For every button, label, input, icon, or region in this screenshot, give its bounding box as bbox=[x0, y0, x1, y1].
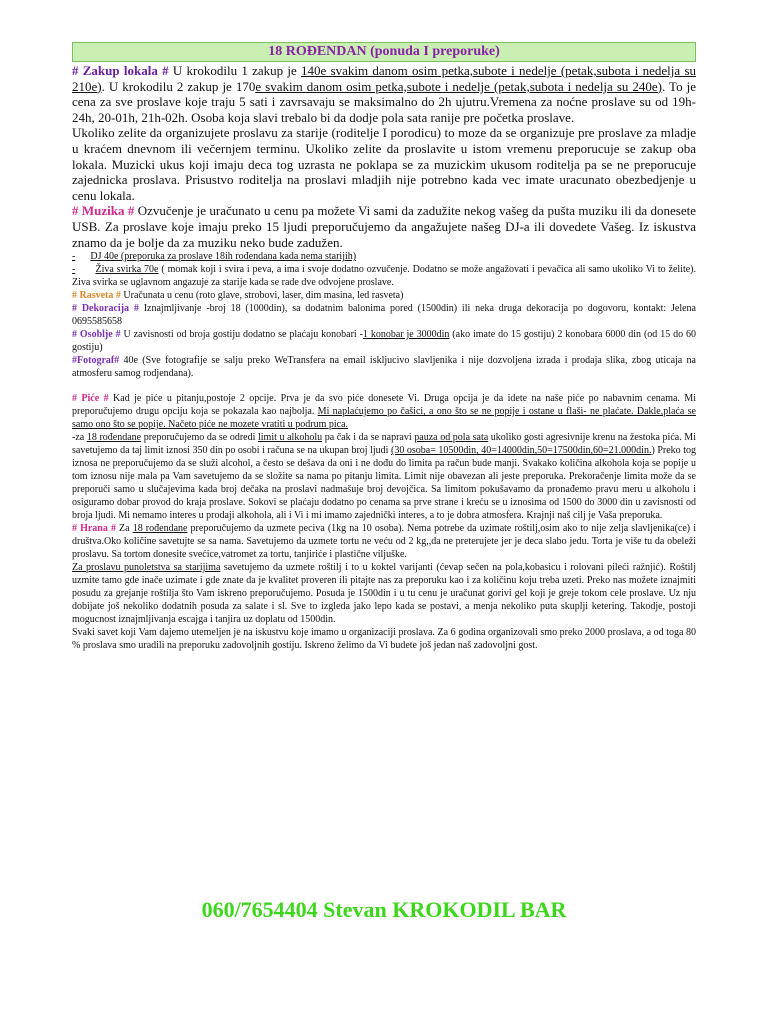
rasveta-text: Uračunata u cenu (roto glave, strobovi, laser, dim masina, led rasveta) bbox=[120, 290, 404, 302]
svirka-text: ( momak koji i svira i peva, a ima i svoje dodatno ozvučenje. Dodatno se može angažovati i pevačica ali samo ukoliko Vi to želite). Ziva svirka se uglavnom angazuje za starije kada se rade dve odvojene proslave. bbox=[72, 264, 697, 289]
limit-text-4: ukoliko gosti agresivnije krenu na žestoka pića. Mi savetujemo da taj limit iznosi 350 din po osobi i računa se na ukupan broj ljudi bbox=[72, 432, 696, 457]
contact-footer: 060/7654404 Stevan KROKODIL BAR bbox=[201, 897, 567, 922]
dj-dash: - bbox=[72, 251, 76, 263]
spacer bbox=[72, 380, 696, 392]
zakup-text-1: U krokodilu 1 zakup je bbox=[168, 63, 302, 78]
document-title: 18 ROĐENDAN (ponuda I preporuke) bbox=[72, 42, 696, 62]
hrana-tag: # Hrana # bbox=[72, 523, 116, 535]
dj-text: DJ 40e (preporuka za proslave 18ih rođendana kada nema starijih) bbox=[90, 251, 357, 263]
limit-text-5: ) Preko tog iznosa ne preporučujemo da se služi alcohol, a često se dešava da oni i ne dođu do limita pa račun bude manji. Svakako količina alkohola koja se popije u tom iznosu nije mala pa Vam savetujemo da se složite sa nama po pitanju limita. Limit nije obavezan ali jeste preporuka. Prekoračenje limita može da se preporuči samo u slučajevima kada broj dečaka na proslavi nadmašuje broj devojčica. Sa limitom pokušavamo da pronađemo pravu meru u alkoholu i osiguramo dobar provod do kraja proslave. Sokovi se plaćaju dodatno po cenama sa prve strane i kreću se u iznosima od 1500 do 3000 din u zavisnosti od broja ljudi. Mi nemamo interes u prodaji alkohola, ali i Vi i mi imamo zajednički interes, a to je dobra atmosfera. Krajnji naš cilj je Vaša preporuka. bbox=[72, 445, 696, 522]
dj-line bbox=[72, 250, 696, 263]
rasveta-line bbox=[72, 289, 696, 302]
savet-paragraph: Svaki savet koji Vam dajemo utemeljen je na iskustvu koje imamo u organizaciji proslava. Za 6 godina organizovali smo preko 2000 proslava, a od toga 80 % proslava smo uradili na preporuku zadovoljnih gostiju. Iskreno želimo da Vi budete još jedan naš zadovoljni gost. bbox=[72, 627, 696, 652]
dekoracija-paragraph bbox=[72, 302, 696, 328]
punoletstvo-paragraph bbox=[72, 561, 696, 626]
osoblje-paragraph bbox=[72, 328, 696, 354]
dekoracija-text: Iznajmljivanje -broj 18 (1000din), sa dodatnim balonima pored (1500din) ili neka druga dekoracija po dogovoru, kontakt: Jelena 0695585658 bbox=[72, 303, 696, 328]
hrana-text-1: Za bbox=[115, 523, 133, 535]
zakup-text-2: . U krokodilu 2 zakup je 170 bbox=[101, 78, 256, 94]
limit-u-1: 18 rođendane bbox=[86, 432, 142, 444]
zakup-tag: # Zakup lokala # bbox=[72, 63, 169, 78]
fotograf-paragraph bbox=[72, 354, 696, 380]
osoblje-text-1: U zavisnosti od broja gostiju dodatno se plaćaju konobari - bbox=[120, 329, 363, 341]
limit-paragraph bbox=[72, 431, 696, 522]
zakup-paragraph bbox=[72, 63, 696, 125]
osoblje-text-2: (ako imate do 15 gostiju) 2 konobara 6000 din (od 15 do 60 gostiju) bbox=[72, 329, 697, 354]
zakup-price-1: 140e svakim danom osim petka,subote i nedelje (petak,subota i nedelja su 210e) bbox=[72, 63, 696, 94]
pice-text-1: Kad je piće u pitanju,postoje 2 opcije. Prva je da svo piće donesete Vi. Druga opcija je da idete na naše piće po nabavnim cenama. Mi preporučujemo drugu opciju koja se pokazala kao najbolja. bbox=[72, 393, 697, 418]
limit-text-3: pa čak i da se napravi bbox=[322, 432, 415, 444]
hrana-text-2: preporučujemo da uzmete peciva (1kg na 10 osoba). Nema potrebe da uzimate roštilj,osim ako to nije zelja slavljenika(ce) i društva.Oko količine savetujte se sa nama. Savetujemo da uzmete tortu ne veću od 2 kg,,da ne preterujete jer je deca slabo jedu. Torta je više tu da obeleži proslavu. Sa tortom donesite svećice,vatromet za tortu, tanjiriće i plastične viljuške. bbox=[72, 523, 697, 561]
pice-underlined: Mi naplaćujemo po čašici, a ono što se ne popije i ostane u flaši- ne plaćate. Dakle,plaća se samo ono što se popije. Načeto piće ne mozete vratiti u podrum pica. bbox=[72, 406, 696, 431]
pice-tag: # Piće # bbox=[72, 393, 109, 405]
document-body bbox=[72, 42, 696, 652]
dekoracija-tag: # Dekoracija # bbox=[72, 303, 139, 315]
svirka-paragraph bbox=[72, 263, 696, 289]
limit-prices: (30 osoba= 10500din, 40=14000din,50=17500din,60=21.000din. bbox=[390, 445, 652, 457]
hrana-u-1: 18 rođendane bbox=[132, 523, 188, 535]
fotograf-tag: #Fotograf# bbox=[72, 355, 120, 367]
osoblje-price: 1 konobar je 3000din bbox=[362, 329, 450, 341]
svirka-price: Živa svirka 70e bbox=[95, 264, 159, 276]
svirka-dash: - bbox=[72, 264, 76, 276]
muzika-paragraph bbox=[72, 203, 696, 250]
starije-paragraph: Ukoliko zelite da organizujete proslavu za starije (roditelje I porodicu) to moze da se organizuje pre proslave za mladje u kraćem dnevnom ili večernjem terminu. Ukoliko zelite da proslavite u istom vremenu preporucuje se zakup oba lokala. Muzicki ukus koji imaju deca tog uzrasta ne poklapa se za muzickim ukusom roditelja pa se ne preporucuje zajednicka proslava. Prisustvo roditelja na proslavi mladjih nije potrebno kada vec imate uracunato obezbedjenje u cenu lokala. bbox=[72, 125, 696, 203]
zakup-price-2: e svakim danom osim petka,subote i nedelje (petak,subota i nedelja su 240e) bbox=[255, 78, 663, 94]
limit-u-3: pauza od pola sata bbox=[414, 432, 489, 444]
punoletstvo-heading: Za proslavu punoletstva sa starijima bbox=[72, 562, 221, 574]
osoblje-tag: # Osoblje # bbox=[72, 329, 121, 341]
limit-text-2: preporučujemo da se odredi bbox=[141, 432, 258, 444]
punoletstvo-text: savetujemo da uzmete roštilj i to u koktel varijanti (ćevap sečen na pola,kobasicu i rolovani pileći ražnjić). Roštilj uzmite tamo gde inače uzimate i gde znate da je kvalitet proveren ili pitajte nas za preporuku kao i za količinu koju treba uzeti. Preko nas možete iznajmiti posudu za grejanje roštilja što Vam iskreno preporučujemo. Posuda je 1500din i u tu cenu je uračunat gorivi gel koji je greje tokom cele proslave. Uz nju dobijate još nekoliko dodatnih posuda za salate i sl. Sve to izgleda jako lepo kada se postavi, a menja nekoliko puta skuplji ketering. Takodje, postoji mogucnost iznajmljivanja escajga i tanjira uz doplatu od 1500din. bbox=[72, 562, 696, 626]
muzika-tag: # Muzika # bbox=[72, 203, 135, 219]
zakup-text-3: . To je cena za sve proslave koje traju 5 sati i zavrsavaju se maksimalno do 2h ujutru.Vremena za noćne proslave su od 19h-24h, 20-01h, 21h-02h. Osoba koja slavi trebalo bi da dodje pola sata ranije pre početka proslave. bbox=[72, 78, 696, 125]
limit-text-1: -za bbox=[72, 432, 87, 444]
limit-u-2: limit u alkoholu bbox=[258, 432, 323, 444]
rasveta-tag: # Rasveta # bbox=[72, 290, 121, 302]
pice-paragraph bbox=[72, 392, 696, 431]
muzika-text: Ozvučenje je uračunato u cenu pa možete Vi sami da zadužite nekog vašeg da pušta muziku ili da donesete USB. Za proslave koje imaju preko 15 ljudi preporučujemo da angažujete našeg DJ-a ili dovedete Vašeg. Iz iskustva znamo da je bolje da za muziku neko bude zadužen. bbox=[72, 203, 696, 250]
fotograf-text: 40e (Sve fotografije se salju preko WeTransfera na email iskljucivo slavljenika i nije dozvoljena izrada i prodaja slika, zbog uticaja na atmosferu samog rodjendana). bbox=[72, 355, 696, 380]
hrana-paragraph bbox=[72, 522, 696, 561]
